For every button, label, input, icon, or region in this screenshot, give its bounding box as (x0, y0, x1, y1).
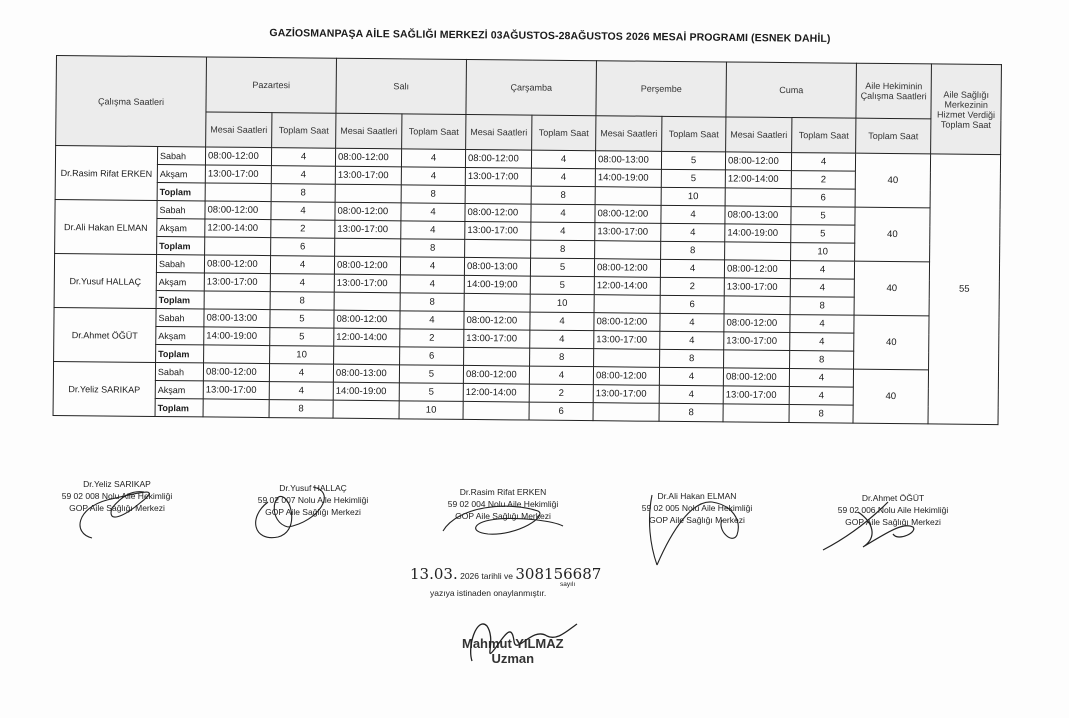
time-cell: 08:00-13:00 (464, 257, 530, 276)
daily-total-cell: 8 (270, 292, 334, 311)
subheader-total: Toplam Saat (532, 115, 596, 151)
time-cell: 08:00-13:00 (333, 364, 399, 383)
subheader-weekly-total: Toplam Saat (856, 118, 931, 154)
day-header: Perşembe (596, 61, 727, 117)
time-cell: 08:00-12:00 (334, 310, 400, 329)
daily-total-cell: 8 (660, 349, 724, 368)
period-label: Toplam (157, 182, 205, 200)
approver-name: Mahmut YILMAZ (462, 636, 564, 651)
handwritten-signature (52, 478, 182, 548)
daily-total-cell: 6 (400, 347, 464, 366)
daily-total-cell: 8 (269, 400, 333, 419)
time-cell: 14:00-19:00 (204, 327, 270, 346)
signer-name: Dr.Yeliz SARIKAP (83, 479, 151, 489)
daily-total-cell: 8 (661, 241, 725, 260)
time-cell: 08:00-12:00 (335, 148, 401, 167)
hours-cell: 4 (659, 367, 723, 386)
daily-total-cell: 6 (791, 189, 855, 208)
daily-total-cell: 8 (401, 185, 465, 204)
handwritten-signature (452, 606, 582, 676)
signer-name: Dr.Ali Hakan ELMAN (657, 491, 737, 501)
time-cell (205, 237, 271, 256)
time-cell (334, 346, 400, 365)
signer-name: Dr.Rasim Rifat ERKEN (459, 487, 547, 497)
subheader-time: Mesai Saatleri (336, 113, 402, 149)
daily-total-cell: 8 (401, 239, 465, 258)
time-cell: 08:00-12:00 (724, 314, 790, 333)
hours-cell: 5 (530, 258, 594, 277)
hours-cell: 2 (271, 220, 335, 239)
period-label: Akşam (156, 326, 204, 344)
signature-block (52, 478, 182, 514)
hours-cell: 4 (400, 311, 464, 330)
approval-date-text: 2026 tarihli ve (460, 571, 514, 581)
signer-name: Dr.Yusuf HALLAÇ (279, 483, 347, 493)
daily-total-cell: 8 (789, 405, 853, 424)
signer-name: Dr.Ahmet ÖĞÜT (861, 493, 925, 503)
period-label: Toplam (156, 344, 204, 362)
weekly-total-cell: 40 (855, 153, 931, 208)
weekly-total-cell: 40 (854, 261, 930, 316)
daily-total-cell: 6 (660, 295, 724, 314)
time-cell: 08:00-12:00 (465, 149, 531, 168)
daily-total-cell: 8 (400, 293, 464, 312)
time-cell: 08:00-12:00 (594, 313, 660, 332)
time-cell: 08:00-13:00 (725, 206, 791, 225)
weekly-total-cell: 40 (855, 207, 931, 262)
hours-cell: 4 (660, 313, 724, 332)
period-label: Toplam (157, 236, 205, 254)
header-working-hours: Çalışma Saatleri (56, 56, 207, 147)
approval-text: yazıya istinaden onaylanmıştır. (430, 588, 547, 598)
subheader-total: Toplam Saat (402, 114, 466, 150)
handwritten-signature (428, 486, 578, 556)
time-cell: 08:00-12:00 (464, 311, 530, 330)
time-cell: 08:00-12:00 (204, 255, 270, 274)
time-cell (724, 296, 790, 315)
daily-total-cell: 10 (270, 346, 334, 365)
time-cell: 13:00-17:00 (203, 381, 269, 400)
hours-cell: 4 (270, 274, 334, 293)
hours-cell: 4 (530, 330, 594, 349)
time-cell: 13:00-17:00 (465, 167, 531, 186)
time-cell: 08:00-12:00 (465, 203, 531, 222)
time-cell: 08:00-12:00 (334, 256, 400, 275)
handwritten-signature (238, 482, 388, 552)
time-cell: 13:00-17:00 (465, 221, 531, 240)
daily-total-cell: 10 (530, 294, 594, 313)
signature-block (428, 486, 578, 522)
hours-cell: 2 (529, 384, 593, 403)
time-cell (465, 185, 531, 204)
time-cell: 13:00-17:00 (594, 331, 660, 350)
period-label: Sabah (155, 362, 203, 380)
hours-cell: 4 (791, 153, 855, 172)
period-label: Akşam (157, 218, 205, 236)
period-label: Akşam (157, 164, 205, 182)
time-cell: 08:00-12:00 (203, 363, 269, 382)
time-cell (334, 292, 400, 311)
daily-total-cell: 10 (791, 243, 855, 262)
time-cell: 13:00-17:00 (205, 165, 271, 184)
approver-title: Uzman (491, 651, 535, 666)
day-header: Cuma (726, 62, 857, 118)
time-cell (204, 345, 270, 364)
hours-cell: 4 (401, 149, 465, 168)
time-cell (595, 241, 661, 260)
time-cell (723, 404, 789, 423)
time-cell: 13:00-17:00 (595, 223, 661, 242)
subheader-total: Toplam Saat (272, 113, 336, 149)
time-cell: 08:00-12:00 (595, 205, 661, 224)
hours-cell: 5 (270, 328, 334, 347)
time-cell: 08:00-12:00 (725, 152, 791, 171)
signature-block (818, 492, 968, 528)
time-cell: 08:00-12:00 (335, 202, 401, 221)
doctor-name: Dr.Ahmet ÖĞÜT (54, 307, 157, 362)
approval-number-handwritten: 308156687 (515, 565, 602, 583)
time-cell: 14:00-19:00 (595, 169, 661, 188)
time-cell (333, 400, 399, 419)
hours-cell: 4 (789, 387, 853, 406)
daily-total-cell: 6 (271, 238, 335, 257)
time-cell: 08:00-13:00 (595, 151, 661, 170)
center-total-cell: 55 (928, 154, 1001, 425)
period-label: Sabah (156, 308, 204, 326)
time-cell: 13:00-17:00 (204, 273, 270, 292)
hours-cell: 2 (791, 171, 855, 190)
time-cell (335, 184, 401, 203)
daily-total-cell: 10 (399, 401, 463, 420)
signature-block (622, 490, 772, 526)
time-cell: 12:00-14:00 (334, 328, 400, 347)
time-cell (335, 238, 401, 257)
signer-center: GOP Aile Sağlığı Merkezi (265, 507, 361, 517)
time-cell: 13:00-17:00 (335, 220, 401, 239)
time-cell: 13:00-17:00 (335, 166, 401, 185)
signer-center: GOP Aile Sağlığı Merkezi (455, 511, 551, 521)
hours-cell: 4 (401, 203, 465, 222)
header-center-hours: Aile Sağlığı Merkezinin Hizmet Verdiği Toplam Saat (931, 64, 1002, 155)
daily-total-cell: 10 (661, 187, 725, 206)
hours-cell: 5 (270, 310, 334, 329)
time-cell (464, 293, 530, 312)
hours-cell: 4 (401, 221, 465, 240)
hours-cell: 4 (661, 223, 725, 242)
subheader-time: Mesai Saatleri (596, 116, 662, 152)
daily-total-cell: 8 (790, 351, 854, 370)
signer-unit: 59 02 007 Nolu Aile Hekimliği (257, 495, 369, 505)
time-cell: 14:00-19:00 (464, 275, 530, 294)
daily-total-cell: 8 (531, 240, 595, 259)
time-cell: 13:00-17:00 (723, 386, 789, 405)
signer-unit: 59 02 008 Nolu Aile Hekimliği (61, 491, 173, 501)
hours-cell: 4 (660, 259, 724, 278)
signer-center: GOP Aile Sağlığı Merkezi (845, 517, 941, 527)
time-cell: 08:00-12:00 (463, 365, 529, 384)
weekly-total-cell: 40 (853, 369, 929, 424)
daily-total-cell: 8 (659, 403, 723, 422)
time-cell: 12:00-14:00 (594, 277, 660, 296)
hours-cell: 4 (531, 204, 595, 223)
period-label: Toplam (156, 290, 204, 308)
time-cell: 12:00-14:00 (463, 383, 529, 402)
time-cell (593, 403, 659, 422)
subheader-total: Toplam Saat (662, 116, 726, 152)
day-header: Salı (336, 58, 467, 114)
time-cell: 08:00-12:00 (594, 259, 660, 278)
header-physician-hours: Aile Hekiminin Çalışma Saatleri (856, 63, 932, 119)
hours-cell: 5 (399, 365, 463, 384)
hours-cell: 2 (400, 329, 464, 348)
time-cell (464, 347, 530, 366)
period-label: Akşam (156, 272, 204, 290)
period-label: Sabah (157, 146, 205, 164)
period-label: Toplam (155, 398, 203, 416)
time-cell: 08:00-12:00 (205, 147, 271, 166)
approval-date-handwritten: 13.03. (410, 565, 458, 583)
period-label: Sabah (157, 200, 205, 218)
hours-cell: 5 (661, 169, 725, 188)
doctor-name: Dr.Ali Hakan ELMAN (55, 199, 158, 254)
signer-center: GOP Aile Sağlığı Merkezi (649, 515, 745, 525)
hours-cell: 4 (531, 168, 595, 187)
time-cell: 12:00-14:00 (205, 219, 271, 238)
time-cell (594, 295, 660, 314)
hours-cell: 4 (530, 312, 594, 331)
handwritten-signature (818, 492, 968, 562)
doctor-name: Dr.Yusuf HALLAÇ (54, 253, 157, 308)
handwritten-signature (622, 490, 772, 570)
day-header: Çarşamba (466, 59, 597, 115)
time-cell (725, 188, 791, 207)
hours-cell: 4 (401, 167, 465, 186)
hours-cell: 5 (661, 151, 725, 170)
day-header: Pazartesi (206, 57, 337, 113)
hours-cell: 4 (790, 279, 854, 298)
daily-total-cell: 8 (271, 184, 335, 203)
hours-cell: 5 (399, 383, 463, 402)
time-cell (204, 291, 270, 310)
hours-cell: 4 (790, 315, 854, 334)
weekly-total-cell: 40 (854, 315, 930, 370)
document-title: GAZİOSMANPAŞA AİLE SAĞLIĞI MERKEZİ 03AĞUSTOS-28AĞUSTOS 2026 MESAİ PROGRAMI (ESNEK DAHİL) (269, 27, 831, 45)
subheader-time: Mesai Saatleri (726, 117, 792, 153)
time-cell: 08:00-13:00 (204, 309, 270, 328)
signer-unit: 59 02 006 Nolu Aile Hekimliği (837, 505, 949, 515)
signer-center: GOP Aile Sağlığı Merkezi (69, 503, 165, 513)
daily-total-cell: 8 (790, 297, 854, 316)
approval-sayili: sayılı (560, 581, 576, 588)
hours-cell: 4 (790, 333, 854, 352)
hours-cell: 4 (271, 202, 335, 221)
daily-total-cell: 8 (531, 186, 595, 205)
time-cell: 13:00-17:00 (724, 332, 790, 351)
hours-cell: 4 (271, 148, 335, 167)
time-cell: 12:00-14:00 (725, 170, 791, 189)
time-cell: 13:00-17:00 (724, 278, 790, 297)
hours-cell: 4 (400, 275, 464, 294)
time-cell: 13:00-17:00 (593, 385, 659, 404)
time-cell (463, 401, 529, 420)
signer-unit: 59 02 005 Nolu Aile Hekimliği (641, 503, 753, 513)
time-cell (724, 350, 790, 369)
time-cell: 08:00-12:00 (724, 260, 790, 279)
time-cell: 13:00-17:00 (464, 329, 530, 348)
time-cell (595, 187, 661, 206)
signer-unit: 59 02 004 Nolu Aile Hekimliği (447, 499, 559, 509)
schedule-sheet (53, 55, 1001, 425)
hours-cell: 4 (271, 166, 335, 185)
hours-cell: 4 (660, 331, 724, 350)
approver-block (462, 636, 564, 666)
hours-cell: 4 (790, 261, 854, 280)
time-cell (725, 242, 791, 261)
period-label: Sabah (156, 254, 204, 272)
hours-cell: 5 (791, 207, 855, 226)
hours-cell: 4 (531, 150, 595, 169)
hours-cell: 4 (531, 222, 595, 241)
time-cell: 14:00-19:00 (725, 224, 791, 243)
time-cell: 08:00-12:00 (723, 368, 789, 387)
hours-cell: 4 (529, 366, 593, 385)
hours-cell: 4 (789, 369, 853, 388)
period-label: Akşam (155, 380, 203, 398)
time-cell (203, 399, 269, 418)
hours-cell: 4 (270, 256, 334, 275)
schedule-table (53, 55, 1002, 425)
daily-total-cell: 8 (530, 348, 594, 367)
hours-cell: 4 (659, 385, 723, 404)
time-cell (594, 349, 660, 368)
approval-block (410, 565, 601, 598)
daily-total-cell: 6 (529, 402, 593, 421)
subheader-total: Toplam Saat (792, 118, 856, 154)
hours-cell: 4 (400, 257, 464, 276)
time-cell: 14:00-19:00 (333, 382, 399, 401)
time-cell (205, 183, 271, 202)
time-cell: 08:00-12:00 (593, 367, 659, 386)
signature-block (238, 482, 388, 518)
subheader-time: Mesai Saatleri (466, 114, 532, 150)
doctor-name: Dr.Yeliz SARIKAP (53, 361, 156, 416)
hours-cell: 5 (791, 225, 855, 244)
hours-cell: 4 (269, 364, 333, 383)
hours-cell: 4 (269, 382, 333, 401)
hours-cell: 5 (530, 276, 594, 295)
time-cell: 13:00-17:00 (334, 274, 400, 293)
time-cell: 08:00-12:00 (205, 201, 271, 220)
subheader-time: Mesai Saatleri (206, 112, 272, 148)
hours-cell: 4 (661, 205, 725, 224)
hours-cell: 2 (660, 277, 724, 296)
doctor-name: Dr.Rasim Rifat ERKEN (55, 146, 158, 201)
time-cell (465, 239, 531, 258)
